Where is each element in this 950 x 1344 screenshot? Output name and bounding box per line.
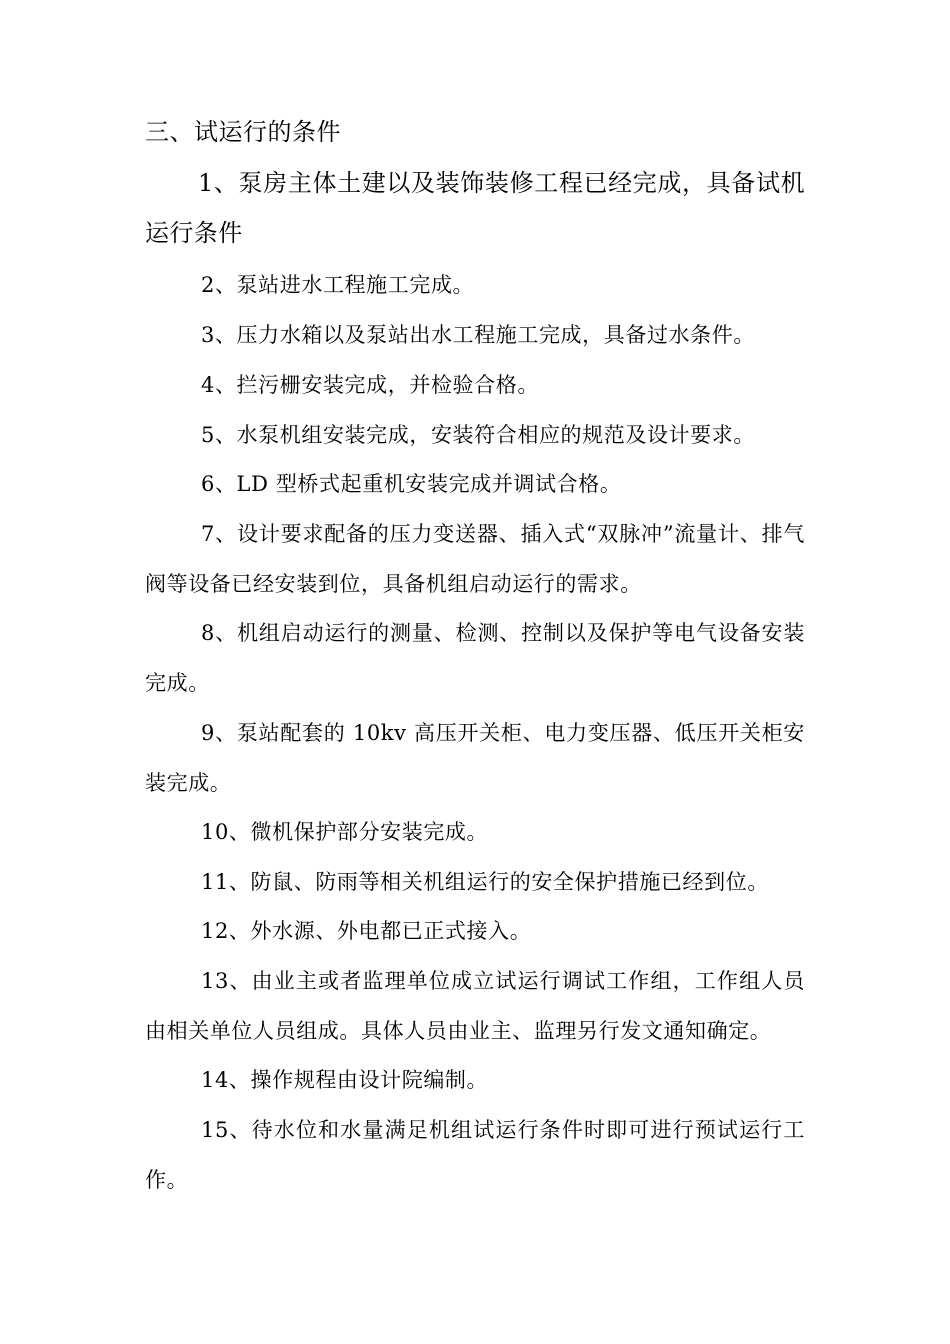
list-item-12: 12、外水源、外电都已正式接入。 [201,919,532,943]
list-item-7: 7、设计要求配备的压力变送器、插入式“双脉冲”流量计、排气阀等设备已经安装到位，具备机组启动运行的需求。 [145,522,805,596]
list-item-11: 11、防鼠、防雨等相关机组运行的安全保护措施已经到位。 [201,870,769,894]
list-item-8: 8、机组启动运行的测量、检测、控制以及保护等电气设备安装完成。 [145,621,805,695]
list-item-6: 6、LD 型桥式起重机安装完成并调试合格。 [201,472,622,496]
list-item-2: 2、泵站进水工程施工完成。 [201,273,475,297]
list-item-14: 14、操作规程由设计院编制。 [201,1068,489,1092]
list-item-10: 10、微机保护部分安装完成。 [201,820,489,844]
list-item-15: 15、待水位和水量满足机组试运行条件时即可进行预试运行工作。 [145,1118,805,1192]
list-item-5: 5、水泵机组安装完成，安装符合相应的规范及设计要求。 [201,423,755,447]
list-item-1: 1、泵房主体土建以及装饰装修工程已经完成，具备试机运行条件 [145,169,805,247]
list-item-3: 3、压力水箱以及泵站出水工程施工完成，具备过水条件。 [201,323,755,347]
section-heading: 三、试运行的条件 [145,118,341,146]
list-item-4: 4、拦污栅安装完成，并检验合格。 [201,373,539,397]
list-item-9: 9、泵站配套的 10kv 高压开关柜、电力变压器、低压开关柜安装完成。 [145,721,805,795]
list-item-13: 13、由业主或者监理单位成立试运行调试工作组，工作组人员由相关单位人员组成。具体人员由业主、监理另行发文通知确定。 [145,969,805,1043]
